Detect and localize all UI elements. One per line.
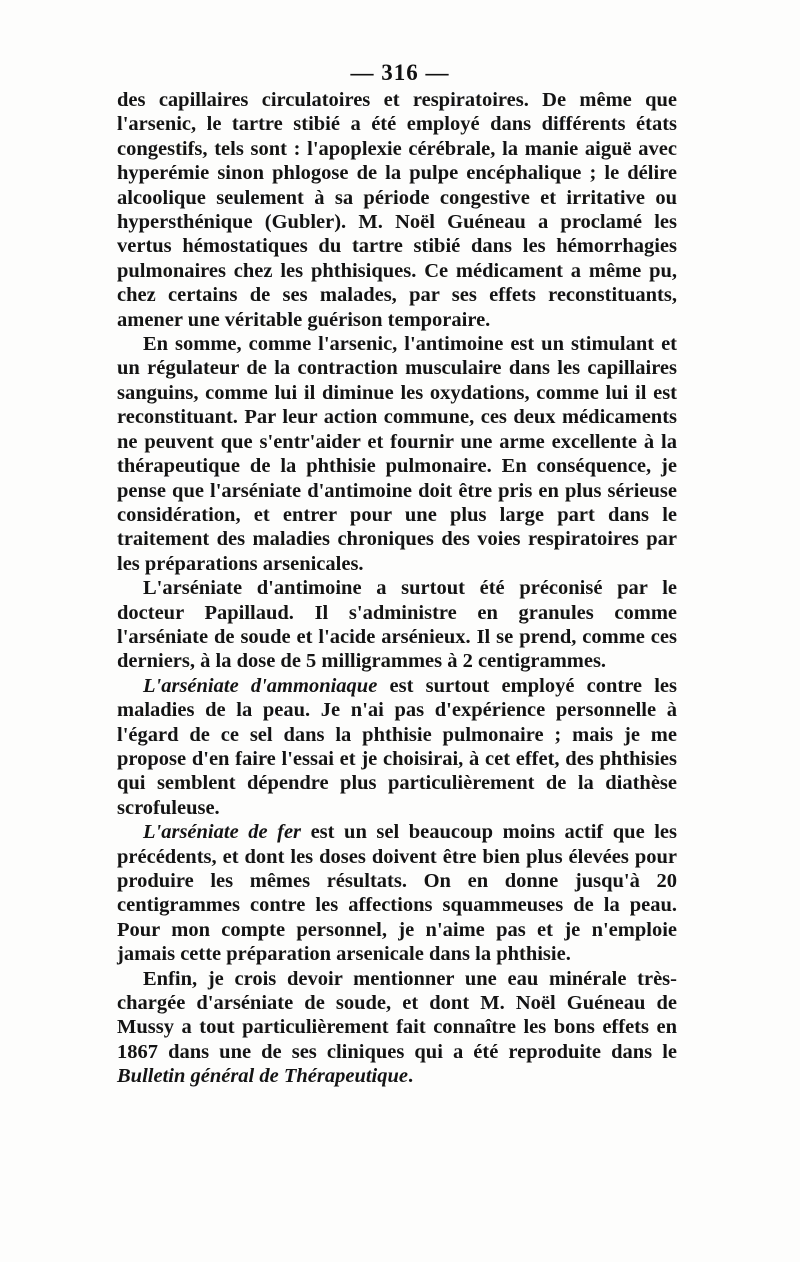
- paragraph-3: [117, 576, 677, 674]
- paragraph-6: [117, 967, 677, 1089]
- page-number: — 316 —: [350, 60, 450, 85]
- paragraph-6-text: Enfin, je crois devoir mentionner une eau minérale très-chargée d'arséniate de soude, et dont M. Noël Guéneau de Mussy a tout particulièrement fait connaître les bons effets en 1867 dans une de ses cliniques qui a été reproduite dans le: [117, 967, 677, 1063]
- paragraph-1: [117, 88, 677, 332]
- paragraph-1-text: des capillaires circulatoires et respiratoires. De même que l'arsenic, le tartre stibié a été employé dans différents états congestifs, tels sont : l'apoplexie cérébrale, la manie aiguë avec hyperémie sinon phlogose de la pulpe encéphalique ; le délire alcoolique seulement à sa période congestive et irritative ou hypersthénique (Gubler). M. Noël Guéneau a proclamé les vertus hémostatiques du tartre stibié dans les hémorrhagies pulmonaires chez les phthisiques. Ce médicament a même pu, chez certains de ses malades, par ses effets reconstituants, amener une véritable guérison temporaire.: [117, 89, 677, 331]
- body-text: [117, 88, 677, 1089]
- journal-title: Bulletin général de Thérapeutique: [117, 1065, 408, 1088]
- paragraph-3-text: L'arséniate d'antimoine a surtout été préconisé par le docteur Papillaud. Il s'administre en granules comme l'arséniate de soude et l'acide arsénieux. Il se prend, comme ces derniers, à la dose de 5 milligrammes à 2 centigrammes.: [117, 577, 677, 673]
- paragraph-5-text: est un sel beaucoup moins actif que les précédents, et dont les doses doivent être bien plus élevées pour produire les mêmes résultats. On en donne jusqu'à 20 centigrammes contre les affections squammeuses de la peau. Pour mon compte personnel, je n'aime pas et je n'emploie jamais cette préparation arsenicale dans la phthisie.: [117, 821, 677, 966]
- paragraph-4: [117, 674, 677, 820]
- paragraph-2-text: En somme, comme l'arsenic, l'antimoine est un stimulant et un régulateur de la contraction musculaire dans les capillaires sanguins, comme lui il diminue les oxydations, comme lui il est reconstituant. Par leur action commune, ces deux médicaments ne peuvent que s'entr'aider et fournir une arme excellente à la thérapeutique de la phthisie pulmonaire. En conséquence, je pense que l'arséniate d'antimoine doit être pris en plus sérieuse considération, et entrer pour une plus large part dans le traitement des maladies chroniques des voies respiratoires par les préparations arsenicales.: [117, 333, 677, 575]
- term-arseniate-fer: L'arséniate de fer: [143, 821, 302, 844]
- paragraph-5: [117, 820, 677, 966]
- paragraph-4-text: est surtout employé contre les maladies de la peau. Je n'ai pas d'expérience personnelle à l'égard de ce sel dans la phthisie pulmonaire ; mais je me propose d'en faire l'essai et je choisirai, à cet effet, des phthisies qui semblent dépendre plus particulièrement de la diathèse scrofuleuse.: [117, 674, 677, 819]
- term-arseniate-ammoniaque: L'arséniate d'ammoniaque: [143, 674, 378, 697]
- paragraph-2: [117, 332, 677, 576]
- paragraph-6-end: .: [408, 1065, 414, 1088]
